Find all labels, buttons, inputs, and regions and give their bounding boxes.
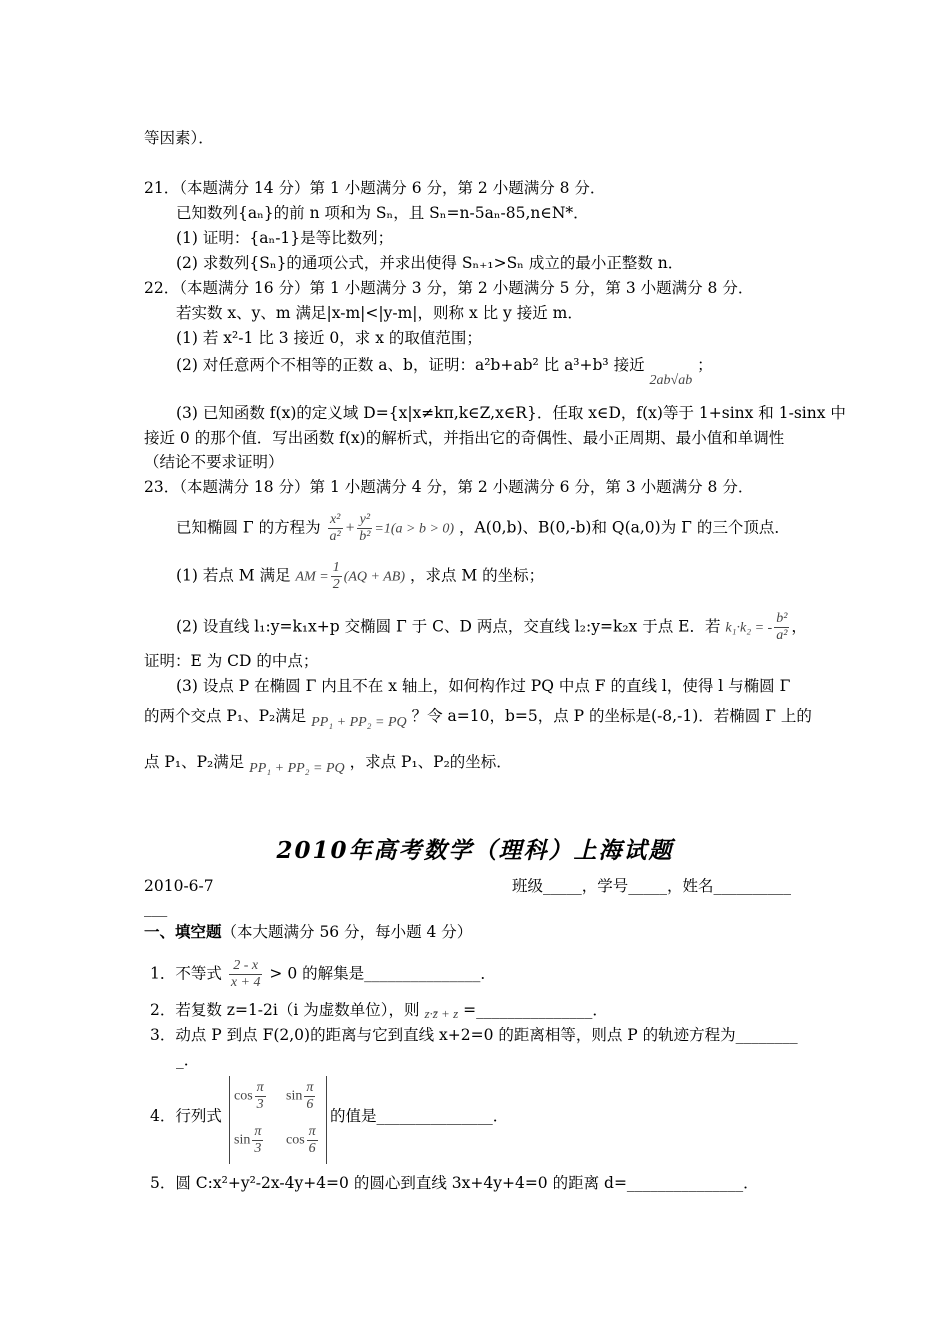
det-m21: sin $\frac{\pi}{3}$ bbox=[234, 1124, 262, 1156]
section-heading: 一、填空题（本大题满分 56 分，每小题 4 分） bbox=[144, 922, 473, 941]
q22-part1: (1) 若 x²-1 比 3 接近 0，求 x 的取值范围； bbox=[176, 329, 482, 347]
previous-question-tail: 等因素）． bbox=[144, 129, 214, 147]
ellipse-equation-tail: =1(a > b > 0) bbox=[374, 521, 455, 537]
fill-q4-label: 4．行列式 bbox=[150, 1107, 222, 1125]
fill-q4-tail: 的值是_______________． bbox=[330, 1107, 509, 1125]
q21-part1: (1) 证明：{aₙ-1}是等比数列； bbox=[176, 229, 394, 247]
q23-part3-line2: 的两个交点 P₁、P₂满足 PP₁ + PP₂ = PQ ？令 a=10，b=5，点 P 的坐标是(-8,-1)．若椭圆 Γ 上的 bbox=[144, 707, 812, 730]
slope-product-formula: k₁·k₂ = - bbox=[725, 620, 773, 636]
q2-formula: z·z̄ + z bbox=[424, 1006, 459, 1021]
slope-fraction: $\frac{\text{b²}}{\text{a²}}$ bbox=[776, 611, 788, 643]
fill-q1: 1．不等式 $\frac{2 - x}{x + 4}$ > 0 的解集是_______________． bbox=[150, 958, 496, 990]
q23-header: 23．（本题满分 18 分）第 1 小题满分 4 分，第 2 小题满分 6 分，第 3 小题满分 8 分． bbox=[144, 478, 754, 496]
fill-q2: 2．若复数 z=1-2i（i 为虚数单位），则 z·z̄ + z =_______________． bbox=[150, 1001, 608, 1021]
half-fraction: $\frac{1}{2}$ bbox=[332, 560, 340, 592]
vector-sum-formula: PP₁ + PP₂ = PQ bbox=[311, 715, 407, 730]
fill-q5: 5．圆 C:x²+y²-2x-4y+4=0 的圆心到直线 3x+4y+4=0 的距离 d=_______________． bbox=[150, 1174, 759, 1192]
vector-sum-formula-2: PP₁ + PP₂ = PQ bbox=[249, 761, 345, 776]
student-info: 班级_____，学号_____，姓名__________ bbox=[512, 877, 792, 895]
ellipse-y-fraction: $\frac{\text{y²}}{\text{b²}}$ bbox=[359, 512, 371, 544]
q22-part3-line1: (3) 已知函数 f(x)的定义域 D={x|x≠kπ,k∈Z,x∈R}．任取 x∈D，f(x)等于 1+sinx 和 1-sinx 中 bbox=[176, 404, 846, 422]
determinant bbox=[229, 1076, 327, 1164]
q22-formula: 2ab√ab bbox=[649, 373, 693, 388]
q22-part2: (2) 对任意两个不相等的正数 a、b，证明：a²b+ab² 比 a³+b³ 接近 2ab√ab ； bbox=[176, 356, 713, 388]
det-m12: sin $\frac{\pi}{6}$ bbox=[286, 1080, 314, 1112]
q23-part2-line1: (2) 设直线 l₁:y=k₁x+p 交椭圆 Γ 于 C、D 两点，交直线 l₂:y=k₂x 于点 E．若 k₁·k₂ = - $\frac{\text{b²}}{\text{a²}}$ ， bbox=[176, 611, 807, 643]
q23-part1: (1) 若点 M 满足 AM = $\frac{1}{2}$ (AQ + AB) ，求点 M 的坐标； bbox=[176, 560, 545, 592]
exam-title: 2010年高考数学（理科）上海试题 bbox=[276, 837, 674, 864]
det-m22: cos $\frac{\pi}{6}$ bbox=[286, 1124, 316, 1156]
q22-stem: 若实数 x、y、m 满足|x-m|<|y-m|，则称 x 比 y 接近 m． bbox=[176, 304, 583, 322]
q23-part3-line1: (3) 设点 P 在椭圆 Γ 内且不在 x 轴上，如何构作过 PQ 中点 F 的直线 l，使得 l 与椭圆 Γ bbox=[176, 677, 791, 695]
det-m11: cos $\frac{\pi}{3}$ bbox=[234, 1080, 264, 1112]
ellipse-x-fraction: $\frac{\text{x²}}{\text{a²}}$ bbox=[329, 512, 341, 544]
q23-vector-formula: AM = bbox=[295, 569, 329, 585]
q22-part3-line3: （结论不要求证明） bbox=[144, 453, 284, 471]
q21-header: 21．（本题满分 14 分）第 1 小题满分 6 分，第 2 小题满分 8 分． bbox=[144, 179, 606, 197]
q21-stem: 已知数列{aₙ}的前 n 项和为 Sₙ，且 Sₙ=n-5aₙ-85,n∈N*． bbox=[176, 204, 589, 222]
exam-date: 2010-6-7 bbox=[144, 877, 214, 895]
fill-q3-line2: _． bbox=[176, 1051, 200, 1069]
q23-stem: 已知椭圆 Γ 的方程为 $\frac{\text{x²}}{\text{a²}}$ + $\frac{\text{y²}}{\text{b²}}$ =1(a > b > 0) ，A(0,b)、B(0,-b)和 Q(a,0)为 Γ 的三个顶点． bbox=[176, 512, 790, 544]
q22-header: 22．（本题满分 16 分）第 1 小题满分 3 分，第 2 小题满分 5 分，第 3 小题满分 8 分． bbox=[144, 279, 754, 297]
fill-q3-line1: 3．动点 P 到点 F(2,0)的距离与它到直线 x+2=0 的距离相等，则点 P 的轨迹方程为________ bbox=[150, 1026, 798, 1044]
q23-part2-line2: 证明：E 为 CD 的中点； bbox=[144, 652, 319, 670]
q21-part2: (2) 求数列{Sₙ}的通项公式，并求出使得 Sₙ₊₁>Sₙ 成立的最小正整数 n． bbox=[176, 254, 684, 272]
q22-part3-line2: 接近 0 的那个值．写出函数 f(x)的解析式，并指出它的奇偶性、最小正周期、最小值和单调性 bbox=[144, 429, 785, 447]
q1-fraction: $\frac{2 - x}{x + 4}$ bbox=[230, 958, 261, 990]
student-info-tail: ___ bbox=[144, 899, 168, 917]
q23-part3-line3: 点 P₁、P₂满足 PP₁ + PP₂ = PQ ，求点 P₁、P₂的坐标． bbox=[144, 753, 512, 776]
